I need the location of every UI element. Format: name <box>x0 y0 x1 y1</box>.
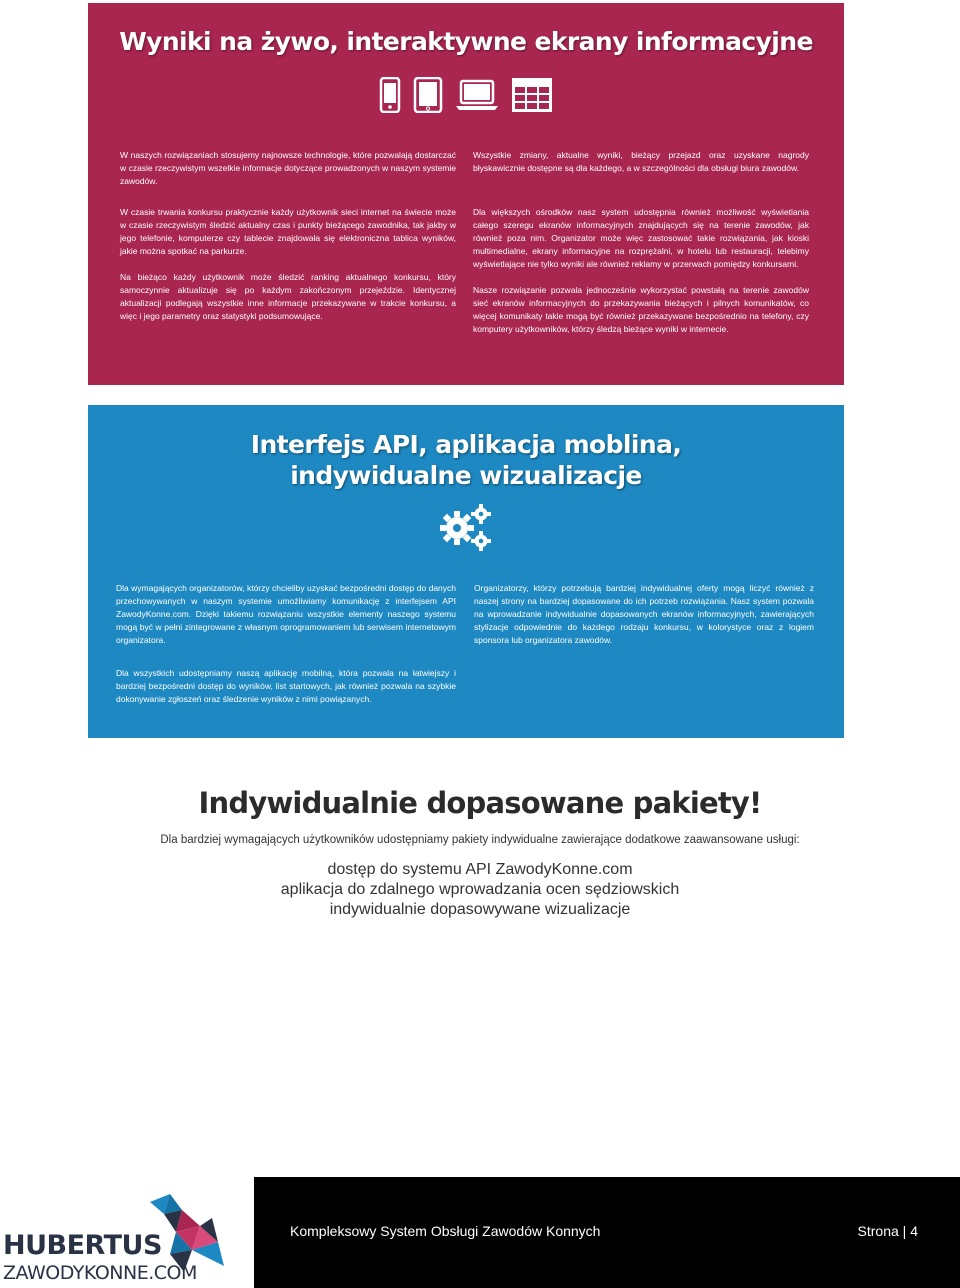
live-left-paragraph: W czasie trwania konkursu praktycznie każdy użytkownik sieci internet na świecie może w czasie rzeczywistym śledzić aktualny czas i punkty bieżącego zawodnika, tak jakby w jego telefonie, komputerze czy tablecie znajdowała się elektroniczna tablica wyników, jakie można spotkać na parkurze. <box>120 207 456 256</box>
api-left-column-1 <box>116 582 456 660</box>
api-left-paragraph: Dla wymagających organizatorów, którzy chcieliby uzyskać bezpośredni dostęp do danych przechowywanych w naszym systemie umożliwiamy komunikację z interfejsem API ZawodyKonne.com. Dzięki takiemu rozwiązaniu wszystkie elementy naszego systemu mogą być w pełni zintegrowane z własnym oprogramowaniem lub serwisem internetowym organizatora. <box>116 583 456 645</box>
smartphone-icon <box>379 77 401 113</box>
gears-icon <box>439 503 493 553</box>
live-right-paragraph: Nasze rozwiązanie pozwala jednocześnie wykorzystać powstałą na terenie zawodów sieć ekranów informacyjnych do przekazywania bieżących i pilnych komunikatów, co więcej komunikaty takie mogą być również przekazywane bezpośrednio na telefony, czy komputery użytkowników, którzy śledzą bieżące wyniki w internecie. <box>473 285 809 334</box>
live-results-title: Wyniki na żywo, interaktywne ekrany informacyjne <box>119 27 813 56</box>
api-title-line2: indywidualne wizualizacje <box>290 461 642 490</box>
live-right-column-1 <box>473 149 809 188</box>
footer-title: Kompleksowy System Obsługi Zawodów Konnych <box>290 1223 601 1239</box>
page-number: Strona | 4 <box>857 1223 918 1239</box>
live-left-paragraph: Na bieżąco każdy użytkownik może śledzić ranking aktualnego konkursu, który samoczynnie aktualizuje się po każdym zakończonym przejeździe. Identycznej aktualizacji podlegają wszystkie inne informacje przekazywane w trakcie konkursu, a więc i jego parametry oraz statystyki podsumowujące. <box>120 272 456 321</box>
api-title-line1: Interfejs API, aplikacja moblina, <box>250 430 682 459</box>
live-left-column-1 <box>120 149 456 201</box>
hubertus-logo <box>0 1190 250 1288</box>
live-right-paragraph: Dla większych ośrodków nasz system udostępnia również możliwość wyświetlania całego szeregu ekranów informacyjnych znajdujących się na terenie zawodów, jak również poza nim. Organizator może więc zastosować takie rozwiązania, jak kioski multimedialne, ekrany informacyjne na rozprężalni, w hotelu lub restauracji, telebimy wyświetlające nie tylko wyniki ale również reklamy w przerwach pomiędzy konkursami. <box>473 207 809 269</box>
api-right-column <box>474 582 814 660</box>
packages-list <box>0 860 960 920</box>
table-grid-icon <box>511 77 553 113</box>
api-panel <box>88 405 844 738</box>
live-results-panel <box>88 3 844 385</box>
packages-title: Indywidualnie dopasowane pakiety! <box>198 786 762 820</box>
api-right-paragraph: Organizatorzy, którzy potrzebują bardziej indywidualnej oferty mogą liczyć również z naszej strony na bardziej dopasowane do ich potrzeb rozwiązania. Nasz system pozwala na wprowadzanie indywidualnie dopasowanych ekranów informacyjnych, zawierających stylizacje odpowiednie do każdego rodzaju konkursu, w kolorystyce oraz z logiem sponsora lub organizatora zawodów. <box>474 583 814 645</box>
package-item: aplikacja do zdalnego wprowadzania ocen sędziowskich <box>280 881 680 898</box>
footer-bar <box>254 1177 960 1288</box>
live-left-column-2 <box>120 206 456 336</box>
page-footer <box>0 1172 960 1288</box>
api-title <box>88 429 844 491</box>
laptop-icon <box>455 77 499 113</box>
live-right-column-2 <box>473 206 809 349</box>
tablet-icon <box>413 77 443 113</box>
api-left-column-2 <box>116 667 456 719</box>
package-item: dostęp do systemu API ZawodyKonne.com <box>327 861 633 878</box>
device-icons <box>88 77 844 113</box>
api-left-paragraph: Dla wszystkich udostępniamy naszą aplikację mobilną, która pozwala na łatwiejszy i bardziej bezpośredni dostęp do wyników, list startowych, jak również pozwala na szybkie dokonywanie zgłoszeń oraz śledzenie wyników z nimi powiązanych. <box>116 668 456 704</box>
packages-section <box>0 784 960 920</box>
logo-text-zawodykonne: ZAWODYKONNE.COM <box>3 1262 197 1284</box>
package-item: indywidualnie dopasowywane wizualizacje <box>329 901 631 918</box>
logo-text-hubertus: HUBERTUS <box>3 1230 162 1261</box>
live-left-paragraph: W naszych rozwiązaniach stosujemy najnowsze technologie, które pozwalają dostarczać w czasie rzeczywistym wszelkie informacje dotyczące prowadzonych w naszym systemie zawodów. <box>120 150 456 186</box>
gears-icon-wrapper <box>88 503 844 553</box>
packages-intro: Dla bardziej wymagających użytkowników udostępniamy pakiety indywidualne zawierające dodatkowe zaawansowane usługi: <box>160 834 800 846</box>
live-right-paragraph: Wszystkie zmiany, aktualne wyniki, bieżący przejazd oraz uzyskane nagrody błyskawicznie dostępne są dla każdego, a w szczególności dla obsługi biura zawodów. <box>473 150 809 173</box>
